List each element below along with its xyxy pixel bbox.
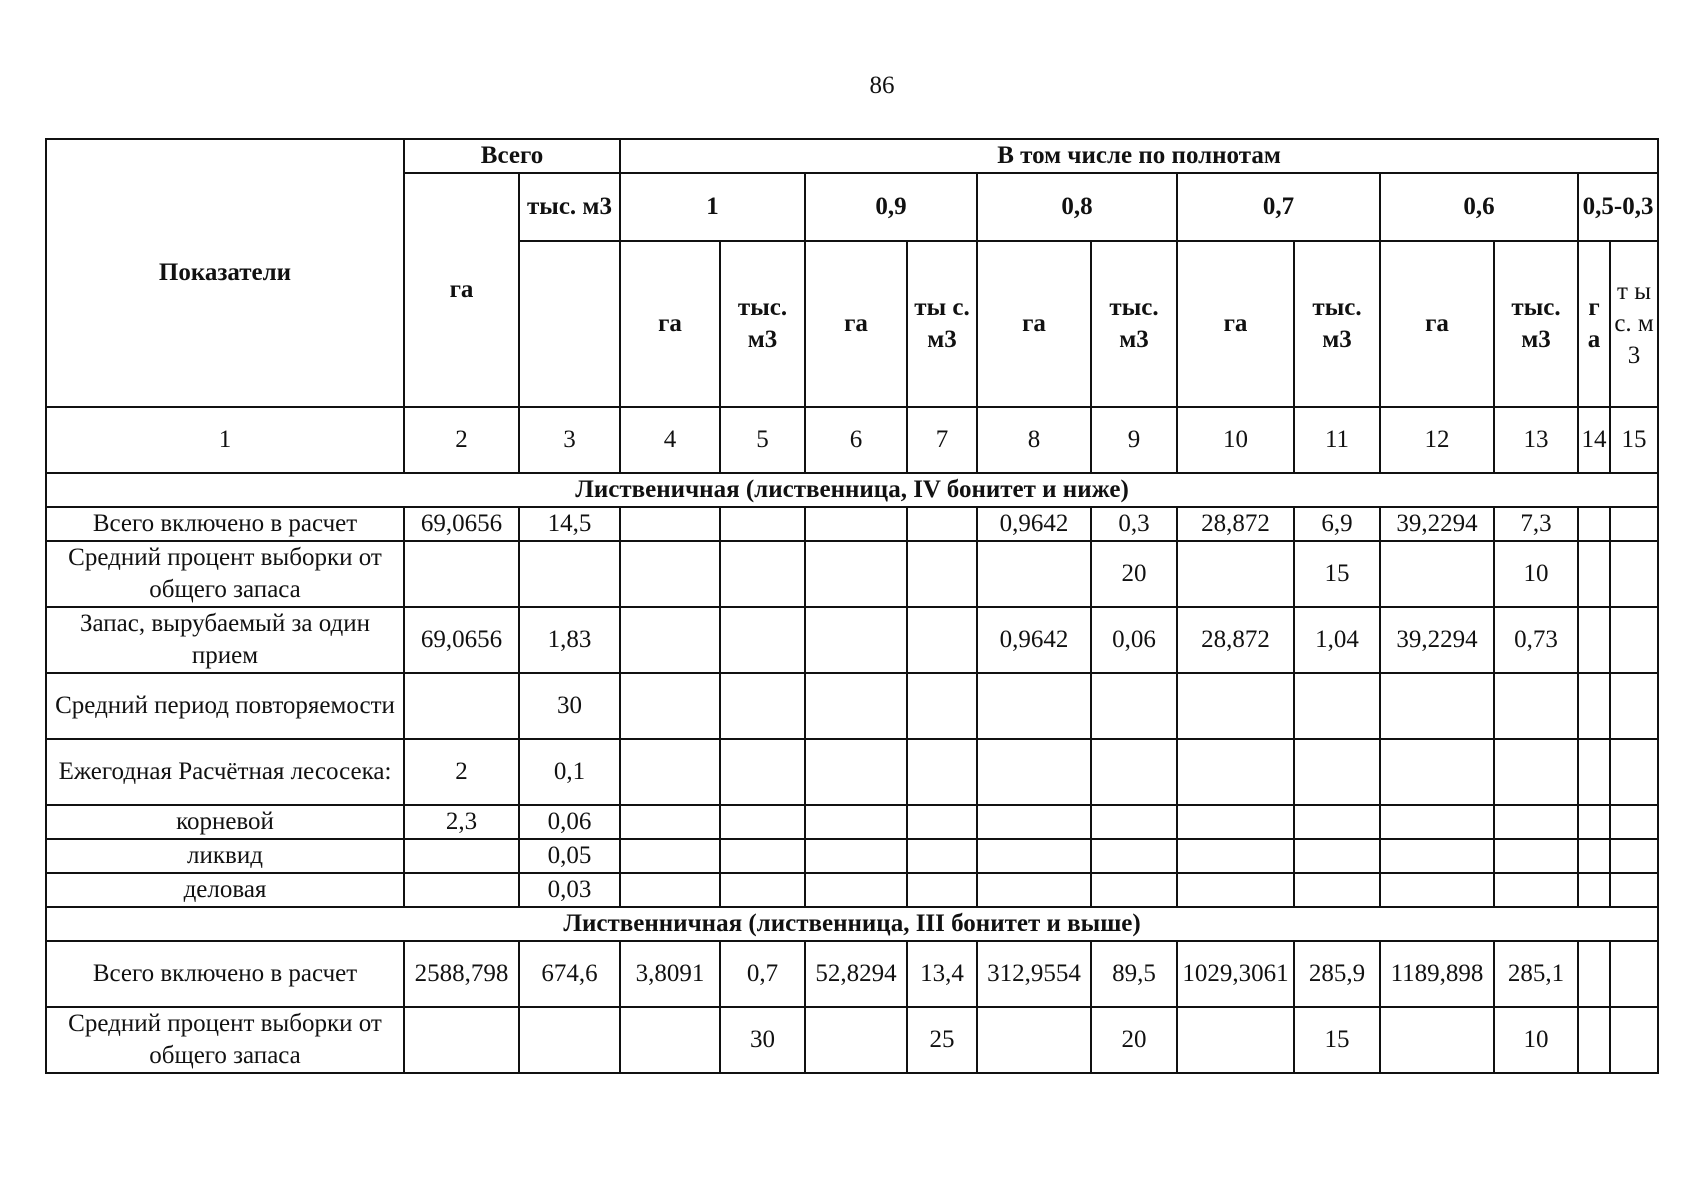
- table-cell: [907, 507, 977, 541]
- row-label: Ежегодная Расчётная лесосека:: [46, 739, 404, 805]
- table-cell: [805, 805, 907, 839]
- table-cell: [805, 1007, 907, 1073]
- table-cell: [720, 839, 805, 873]
- column-number: 5: [720, 407, 805, 473]
- table-cell: [1380, 805, 1494, 839]
- header-density-0-5-0-3: 0,5-0,3: [1578, 173, 1658, 241]
- column-number: 15: [1610, 407, 1658, 473]
- table-cell: [907, 739, 977, 805]
- table-row: [46, 941, 1658, 1007]
- table-cell: [805, 607, 907, 673]
- table-cell: [907, 873, 977, 907]
- table-cell: 15: [1294, 541, 1380, 607]
- allowable-cut-table: [45, 138, 1659, 1074]
- table-cell: 1,04: [1294, 607, 1380, 673]
- table-cell: [620, 873, 720, 907]
- table-cell: 10: [1494, 1007, 1578, 1073]
- table-cell: 0,73: [1494, 607, 1578, 673]
- table-cell: [1578, 673, 1610, 739]
- table-cell: [977, 805, 1091, 839]
- table-cell: [1177, 673, 1294, 739]
- table-cell: 28,872: [1177, 507, 1294, 541]
- table-cell: 285,9: [1294, 941, 1380, 1007]
- column-number: 4: [620, 407, 720, 473]
- header-total-thous-m3-empty: [519, 241, 620, 407]
- table-cell: 14,5: [519, 507, 620, 541]
- table-row: [46, 1007, 1658, 1073]
- header-density-0-7: 0,7: [1177, 173, 1380, 241]
- header-by-density: В том числе по полнотам: [620, 139, 1658, 173]
- header-total-thous-m3: тыс. м3: [519, 173, 620, 241]
- table-row: [46, 739, 1658, 805]
- section-title-row: [46, 907, 1658, 941]
- table-cell: 2588,798: [404, 941, 519, 1007]
- table-cell: [1610, 941, 1658, 1007]
- header-density-1: 1: [620, 173, 805, 241]
- table-cell: [1380, 873, 1494, 907]
- table-cell: [977, 541, 1091, 607]
- table-cell: [620, 1007, 720, 1073]
- header-unit-ha: га: [1177, 241, 1294, 407]
- table-cell: [907, 541, 977, 607]
- table-cell: 39,2294: [1380, 507, 1494, 541]
- table-cell: [977, 739, 1091, 805]
- header-total: Всего: [404, 139, 620, 173]
- table-row: [46, 507, 1658, 541]
- table-cell: 0,1: [519, 739, 620, 805]
- table-cell: [1091, 739, 1177, 805]
- table-cell: 0,03: [519, 873, 620, 907]
- table-cell: [1091, 805, 1177, 839]
- table-cell: [1610, 507, 1658, 541]
- table-cell: [1380, 673, 1494, 739]
- table-cell: [1610, 541, 1658, 607]
- table-cell: 7,3: [1494, 507, 1578, 541]
- table-cell: [805, 541, 907, 607]
- table-cell: 25: [907, 1007, 977, 1073]
- table-cell: 30: [720, 1007, 805, 1073]
- table-cell: [404, 1007, 519, 1073]
- table-cell: [404, 541, 519, 607]
- table-cell: [805, 673, 907, 739]
- header-density-0-6: 0,6: [1380, 173, 1578, 241]
- table-cell: [1578, 805, 1610, 839]
- table-cell: [720, 507, 805, 541]
- section-title: Лиственичная (лиственница, IV бонитет и ниже): [46, 473, 1658, 507]
- table-cell: [1494, 839, 1578, 873]
- column-number: 11: [1294, 407, 1380, 473]
- table-cell: 39,2294: [1380, 607, 1494, 673]
- header-unit-thous-m3: тыс. м3: [1091, 241, 1177, 407]
- column-number: 1: [46, 407, 404, 473]
- table-cell: [720, 607, 805, 673]
- table-cell: [1578, 873, 1610, 907]
- header-unit-ha: га: [620, 241, 720, 407]
- row-label: Всего включено в расчет: [46, 507, 404, 541]
- table-cell: [1294, 739, 1380, 805]
- table-cell: [1578, 941, 1610, 1007]
- table-body: [46, 139, 1658, 1073]
- table-cell: [907, 673, 977, 739]
- table-cell: [1610, 1007, 1658, 1073]
- table-cell: [1610, 805, 1658, 839]
- table-cell: 674,6: [519, 941, 620, 1007]
- table-cell: 89,5: [1091, 941, 1177, 1007]
- table-cell: 1189,898: [1380, 941, 1494, 1007]
- table-cell: [1091, 839, 1177, 873]
- table-cell: [907, 607, 977, 673]
- table-cell: [977, 839, 1091, 873]
- header-unit-ha: га: [805, 241, 907, 407]
- table-cell: [805, 873, 907, 907]
- header-unit-ha: га: [977, 241, 1091, 407]
- table-cell: [720, 805, 805, 839]
- table-cell: 0,9642: [977, 607, 1091, 673]
- table-cell: [404, 673, 519, 739]
- column-number: 2: [404, 407, 519, 473]
- table-cell: 20: [1091, 541, 1177, 607]
- table-cell: 312,9554: [977, 941, 1091, 1007]
- table-cell: [620, 607, 720, 673]
- table-cell: 0,06: [519, 805, 620, 839]
- table-cell: 0,06: [1091, 607, 1177, 673]
- table-cell: [1091, 873, 1177, 907]
- table-cell: [1294, 805, 1380, 839]
- column-numbers-row: [46, 407, 1658, 473]
- table-cell: [1380, 839, 1494, 873]
- table-cell: [620, 507, 720, 541]
- row-label: Средний процент выборки от общего запаса: [46, 1007, 404, 1073]
- table-cell: 0,3: [1091, 507, 1177, 541]
- column-number: 3: [519, 407, 620, 473]
- table-cell: [1380, 1007, 1494, 1073]
- header-unit-ha-split: г а: [1578, 241, 1610, 407]
- table-cell: 15: [1294, 1007, 1380, 1073]
- table-cell: [1610, 873, 1658, 907]
- table-cell: [977, 873, 1091, 907]
- table-cell: [805, 507, 907, 541]
- table-cell: [1578, 739, 1610, 805]
- table-row: [46, 873, 1658, 907]
- table-row: [46, 607, 1658, 673]
- table-cell: 69,0656: [404, 607, 519, 673]
- table-cell: [1494, 673, 1578, 739]
- table-cell: [1494, 805, 1578, 839]
- table-cell: 20: [1091, 1007, 1177, 1073]
- table-cell: 1029,3061: [1177, 941, 1294, 1007]
- table-cell: [720, 739, 805, 805]
- row-label: Всего включено в расчет: [46, 941, 404, 1007]
- table-cell: 0,7: [720, 941, 805, 1007]
- column-number: 9: [1091, 407, 1177, 473]
- table-cell: [907, 839, 977, 873]
- header-density-0-8: 0,8: [977, 173, 1177, 241]
- table-cell: [1578, 839, 1610, 873]
- table-cell: [620, 541, 720, 607]
- table-cell: [1091, 673, 1177, 739]
- table-cell: [1177, 1007, 1294, 1073]
- header-indicators: Показатели: [46, 139, 404, 407]
- table-cell: [1294, 839, 1380, 873]
- header-density-0-9: 0,9: [805, 173, 977, 241]
- table-cell: 10: [1494, 541, 1578, 607]
- table-cell: [620, 839, 720, 873]
- table-cell: 285,1: [1494, 941, 1578, 1007]
- table-cell: [620, 805, 720, 839]
- table-cell: [1177, 873, 1294, 907]
- table-cell: 6,9: [1294, 507, 1380, 541]
- row-label: деловая: [46, 873, 404, 907]
- section-title-row: [46, 473, 1658, 507]
- section-title: Лиственничная (лиственница, III бонитет и выше): [46, 907, 1658, 941]
- table-cell: 2,3: [404, 805, 519, 839]
- table-row: [46, 673, 1658, 739]
- row-label: Средний период повторяемости: [46, 673, 404, 739]
- table-cell: [1578, 507, 1610, 541]
- table-cell: [805, 739, 907, 805]
- table-cell: [805, 839, 907, 873]
- table-cell: 2: [404, 739, 519, 805]
- table-row: [46, 541, 1658, 607]
- table-cell: [1294, 873, 1380, 907]
- table-cell: [404, 873, 519, 907]
- table-cell: [1177, 805, 1294, 839]
- table-cell: [519, 1007, 620, 1073]
- table-row: [46, 839, 1658, 873]
- table-cell: 69,0656: [404, 507, 519, 541]
- table-cell: 1,83: [519, 607, 620, 673]
- table-cell: 0,05: [519, 839, 620, 873]
- table-row: [46, 805, 1658, 839]
- table-cell: [1610, 739, 1658, 805]
- header-unit-thous-m3: тыс. м3: [1294, 241, 1380, 407]
- table-cell: [1494, 873, 1578, 907]
- header-unit-ha: га: [1380, 241, 1494, 407]
- table-cell: 30: [519, 673, 620, 739]
- row-label: Средний процент выборки от общего запаса: [46, 541, 404, 607]
- column-number: 12: [1380, 407, 1494, 473]
- table-cell: [1380, 541, 1494, 607]
- column-number: 14: [1578, 407, 1610, 473]
- header-unit-thous-m3: тыс. м3: [1494, 241, 1578, 407]
- column-number: 8: [977, 407, 1091, 473]
- table-cell: [620, 739, 720, 805]
- column-number: 7: [907, 407, 977, 473]
- column-number: 10: [1177, 407, 1294, 473]
- header-total-ha: га: [404, 173, 519, 407]
- table-cell: 28,872: [1177, 607, 1294, 673]
- table-cell: [1578, 541, 1610, 607]
- row-label: корневой: [46, 805, 404, 839]
- table-cell: [620, 673, 720, 739]
- table-cell: [1610, 607, 1658, 673]
- table-cell: [519, 541, 620, 607]
- table-cell: [1380, 739, 1494, 805]
- table-cell: [1610, 839, 1658, 873]
- column-number: 13: [1494, 407, 1578, 473]
- table-cell: [1494, 739, 1578, 805]
- table-cell: [907, 805, 977, 839]
- header-unit-thous-m3: тыс. м3: [720, 241, 805, 407]
- header-unit-thous-m3-vertical: т ы с. м 3: [1610, 241, 1658, 407]
- table-cell: [1177, 839, 1294, 873]
- table-cell: [1177, 541, 1294, 607]
- table-cell: [1578, 607, 1610, 673]
- table-cell: [1578, 1007, 1610, 1073]
- table-cell: [1177, 739, 1294, 805]
- table-cell: [720, 541, 805, 607]
- row-label: Запас, вырубаемый за один прием: [46, 607, 404, 673]
- table-cell: 52,8294: [805, 941, 907, 1007]
- table-cell: 0,9642: [977, 507, 1091, 541]
- table-cell: [977, 673, 1091, 739]
- row-label: ликвид: [46, 839, 404, 873]
- table-cell: [1294, 673, 1380, 739]
- table-cell: [977, 1007, 1091, 1073]
- page-number: 86: [869, 72, 895, 99]
- table-cell: 3,8091: [620, 941, 720, 1007]
- header-unit-thous-m3-split: ты с. м3: [907, 241, 977, 407]
- header-row-groups: [46, 139, 1658, 173]
- table-cell: [720, 873, 805, 907]
- table-cell: 13,4: [907, 941, 977, 1007]
- table-cell: [404, 839, 519, 873]
- table-cell: [720, 673, 805, 739]
- column-number: 6: [805, 407, 907, 473]
- table-cell: [1610, 673, 1658, 739]
